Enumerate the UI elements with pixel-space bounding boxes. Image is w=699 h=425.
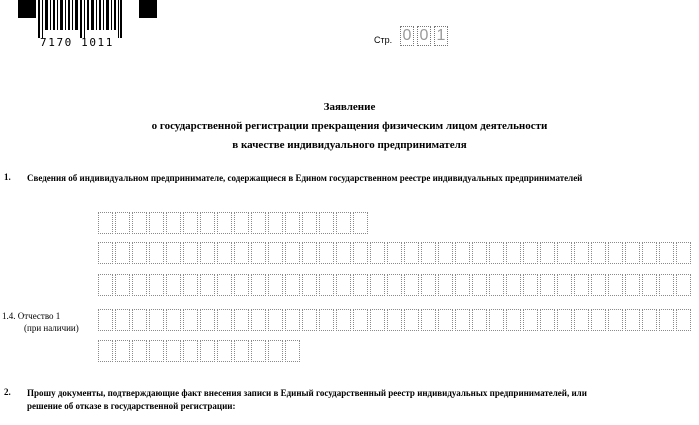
patronymic-entry-row[interactable] xyxy=(98,309,693,331)
char-cell[interactable] xyxy=(200,309,215,331)
page-number-cells xyxy=(400,26,451,46)
char-cell[interactable] xyxy=(608,309,623,331)
char-cell[interactable] xyxy=(319,242,334,264)
section-2-heading: Прошу документы, подтверждающие факт внесения записи в Единый государственный реестр индивидуальных предпринимателей, или решение об отказе в государственной регистрации: xyxy=(27,388,587,411)
char-cell[interactable] xyxy=(625,309,640,331)
char-cell[interactable] xyxy=(302,309,317,331)
title-line-2: о государственной регистрации прекращения физическим лицом деятельности xyxy=(151,120,548,132)
char-cell[interactable] xyxy=(540,309,555,331)
char-cell[interactable] xyxy=(234,242,249,264)
char-cell[interactable] xyxy=(523,274,538,296)
char-cell[interactable] xyxy=(166,212,181,234)
char-cell[interactable] xyxy=(98,212,113,234)
entry-row-3[interactable] xyxy=(98,274,693,296)
char-cell[interactable] xyxy=(353,309,368,331)
char-cell[interactable] xyxy=(370,309,385,331)
char-cell[interactable] xyxy=(115,274,130,296)
char-cell[interactable] xyxy=(608,274,623,296)
barcode xyxy=(38,0,122,38)
char-cell[interactable] xyxy=(132,340,147,362)
char-cell[interactable] xyxy=(421,309,436,331)
char-cell[interactable] xyxy=(285,242,300,264)
char-cell[interactable] xyxy=(149,274,164,296)
char-cell[interactable] xyxy=(319,212,334,234)
title-line-3: в качестве индивидуального предпринимателя xyxy=(232,139,467,151)
char-cell[interactable] xyxy=(506,274,521,296)
char-cell[interactable] xyxy=(676,274,691,296)
entry-row-1[interactable] xyxy=(98,212,370,234)
char-cell[interactable] xyxy=(217,274,232,296)
char-cell[interactable] xyxy=(132,242,147,264)
corner-marker-right xyxy=(139,0,157,18)
char-cell[interactable] xyxy=(591,309,606,331)
char-cell[interactable] xyxy=(455,242,470,264)
char-cell[interactable] xyxy=(353,212,368,234)
char-cell[interactable] xyxy=(404,309,419,331)
char-cell[interactable] xyxy=(115,340,130,362)
char-cell[interactable] xyxy=(574,242,589,264)
char-cell[interactable] xyxy=(285,212,300,234)
char-cell[interactable] xyxy=(455,309,470,331)
char-cell[interactable] xyxy=(268,340,283,362)
section-1-heading: Сведения об индивидуальном предпринимателе, содержащиеся в Едином государственном реестре индивидуальных предпринимателей xyxy=(27,173,583,183)
char-cell[interactable] xyxy=(472,309,487,331)
char-cell[interactable] xyxy=(557,274,572,296)
char-cell[interactable] xyxy=(217,309,232,331)
char-cell[interactable] xyxy=(489,242,504,264)
char-cell[interactable] xyxy=(557,309,572,331)
char-cell[interactable] xyxy=(438,274,453,296)
char-cell[interactable] xyxy=(98,242,113,264)
char-cell[interactable] xyxy=(268,242,283,264)
char-cell[interactable] xyxy=(421,274,436,296)
char-cell[interactable] xyxy=(115,309,130,331)
char-cell[interactable] xyxy=(353,274,368,296)
char-cell[interactable] xyxy=(540,242,555,264)
char-cell[interactable] xyxy=(234,212,249,234)
char-cell[interactable] xyxy=(557,242,572,264)
char-cell[interactable] xyxy=(523,309,538,331)
char-cell[interactable] xyxy=(659,274,674,296)
char-cell[interactable] xyxy=(404,274,419,296)
char-cell[interactable] xyxy=(659,309,674,331)
char-cell[interactable] xyxy=(472,274,487,296)
char-cell[interactable] xyxy=(591,274,606,296)
char-cell[interactable] xyxy=(166,340,181,362)
char-cell[interactable] xyxy=(404,242,419,264)
char-cell[interactable] xyxy=(285,274,300,296)
char-cell[interactable] xyxy=(183,309,198,331)
char-cell[interactable] xyxy=(574,274,589,296)
char-cell[interactable] xyxy=(234,274,249,296)
char-cell[interactable] xyxy=(676,242,691,264)
char-cell[interactable] xyxy=(387,309,402,331)
char-cell[interactable] xyxy=(591,242,606,264)
char-cell[interactable] xyxy=(183,274,198,296)
char-cell[interactable] xyxy=(608,242,623,264)
entry-row-5[interactable] xyxy=(98,340,302,362)
char-cell[interactable] xyxy=(200,242,215,264)
char-cell[interactable] xyxy=(166,274,181,296)
page-number-digit: 1 xyxy=(434,26,448,46)
char-cell[interactable] xyxy=(251,340,266,362)
title-line-1: Заявление xyxy=(323,101,376,113)
char-cell[interactable] xyxy=(149,212,164,234)
char-cell[interactable] xyxy=(268,274,283,296)
barcode-digits: 7170 1011 xyxy=(40,36,115,49)
char-cell[interactable] xyxy=(319,274,334,296)
char-cell[interactable] xyxy=(98,309,113,331)
char-cell[interactable] xyxy=(251,309,266,331)
section-2-number: 2. xyxy=(4,387,11,397)
section-1-number: 1. xyxy=(4,172,11,182)
patronymic-note: (при наличии) xyxy=(24,323,79,333)
char-cell[interactable] xyxy=(149,340,164,362)
char-cell[interactable] xyxy=(523,242,538,264)
corner-marker-left xyxy=(18,0,36,18)
char-cell[interactable] xyxy=(387,274,402,296)
char-cell[interactable] xyxy=(659,242,674,264)
char-cell[interactable] xyxy=(251,242,266,264)
char-cell[interactable] xyxy=(166,309,181,331)
char-cell[interactable] xyxy=(336,309,351,331)
char-cell[interactable] xyxy=(489,309,504,331)
char-cell[interactable] xyxy=(438,309,453,331)
char-cell[interactable] xyxy=(132,274,147,296)
char-cell[interactable] xyxy=(98,274,113,296)
char-cell[interactable] xyxy=(183,212,198,234)
char-cell[interactable] xyxy=(421,242,436,264)
char-cell[interactable] xyxy=(387,242,402,264)
char-cell[interactable] xyxy=(285,340,300,362)
entry-row-2[interactable] xyxy=(98,242,693,264)
patronymic-label: 1.4. Отчество 1 xyxy=(2,311,61,321)
char-cell[interactable] xyxy=(302,212,317,234)
char-cell[interactable] xyxy=(472,242,487,264)
char-cell[interactable] xyxy=(506,242,521,264)
char-cell[interactable] xyxy=(336,274,351,296)
char-cell[interactable] xyxy=(115,212,130,234)
char-cell[interactable] xyxy=(489,274,504,296)
char-cell[interactable] xyxy=(251,274,266,296)
char-cell[interactable] xyxy=(319,309,334,331)
char-cell[interactable] xyxy=(132,309,147,331)
char-cell[interactable] xyxy=(285,309,300,331)
char-cell[interactable] xyxy=(234,340,249,362)
char-cell[interactable] xyxy=(217,242,232,264)
char-cell[interactable] xyxy=(183,340,198,362)
char-cell[interactable] xyxy=(217,212,232,234)
char-cell[interactable] xyxy=(506,309,521,331)
char-cell[interactable] xyxy=(251,212,266,234)
char-cell[interactable] xyxy=(642,242,657,264)
char-cell[interactable] xyxy=(625,242,640,264)
char-cell[interactable] xyxy=(336,242,351,264)
char-cell[interactable] xyxy=(234,309,249,331)
char-cell[interactable] xyxy=(98,340,113,362)
char-cell[interactable] xyxy=(302,274,317,296)
char-cell[interactable] xyxy=(676,309,691,331)
char-cell[interactable] xyxy=(268,309,283,331)
page-number-label: Стр. xyxy=(374,35,393,45)
char-cell[interactable] xyxy=(183,242,198,264)
page-number-digit: 0 xyxy=(417,26,431,46)
char-cell[interactable] xyxy=(438,242,453,264)
char-cell[interactable] xyxy=(370,242,385,264)
document-title xyxy=(0,98,699,155)
char-cell[interactable] xyxy=(625,274,640,296)
char-cell[interactable] xyxy=(115,242,130,264)
char-cell[interactable] xyxy=(200,340,215,362)
char-cell[interactable] xyxy=(336,212,351,234)
char-cell[interactable] xyxy=(302,242,317,264)
char-cell[interactable] xyxy=(217,340,232,362)
char-cell[interactable] xyxy=(268,212,283,234)
patronymic-field-label xyxy=(2,310,79,334)
char-cell[interactable] xyxy=(455,274,470,296)
char-cell[interactable] xyxy=(574,309,589,331)
char-cell[interactable] xyxy=(200,212,215,234)
char-cell[interactable] xyxy=(149,242,164,264)
char-cell[interactable] xyxy=(166,242,181,264)
char-cell[interactable] xyxy=(540,274,555,296)
char-cell[interactable] xyxy=(149,309,164,331)
char-cell[interactable] xyxy=(642,274,657,296)
char-cell[interactable] xyxy=(370,274,385,296)
char-cell[interactable] xyxy=(353,242,368,264)
char-cell[interactable] xyxy=(200,274,215,296)
char-cell[interactable] xyxy=(132,212,147,234)
page-number-digit: 0 xyxy=(400,26,414,46)
char-cell[interactable] xyxy=(642,309,657,331)
